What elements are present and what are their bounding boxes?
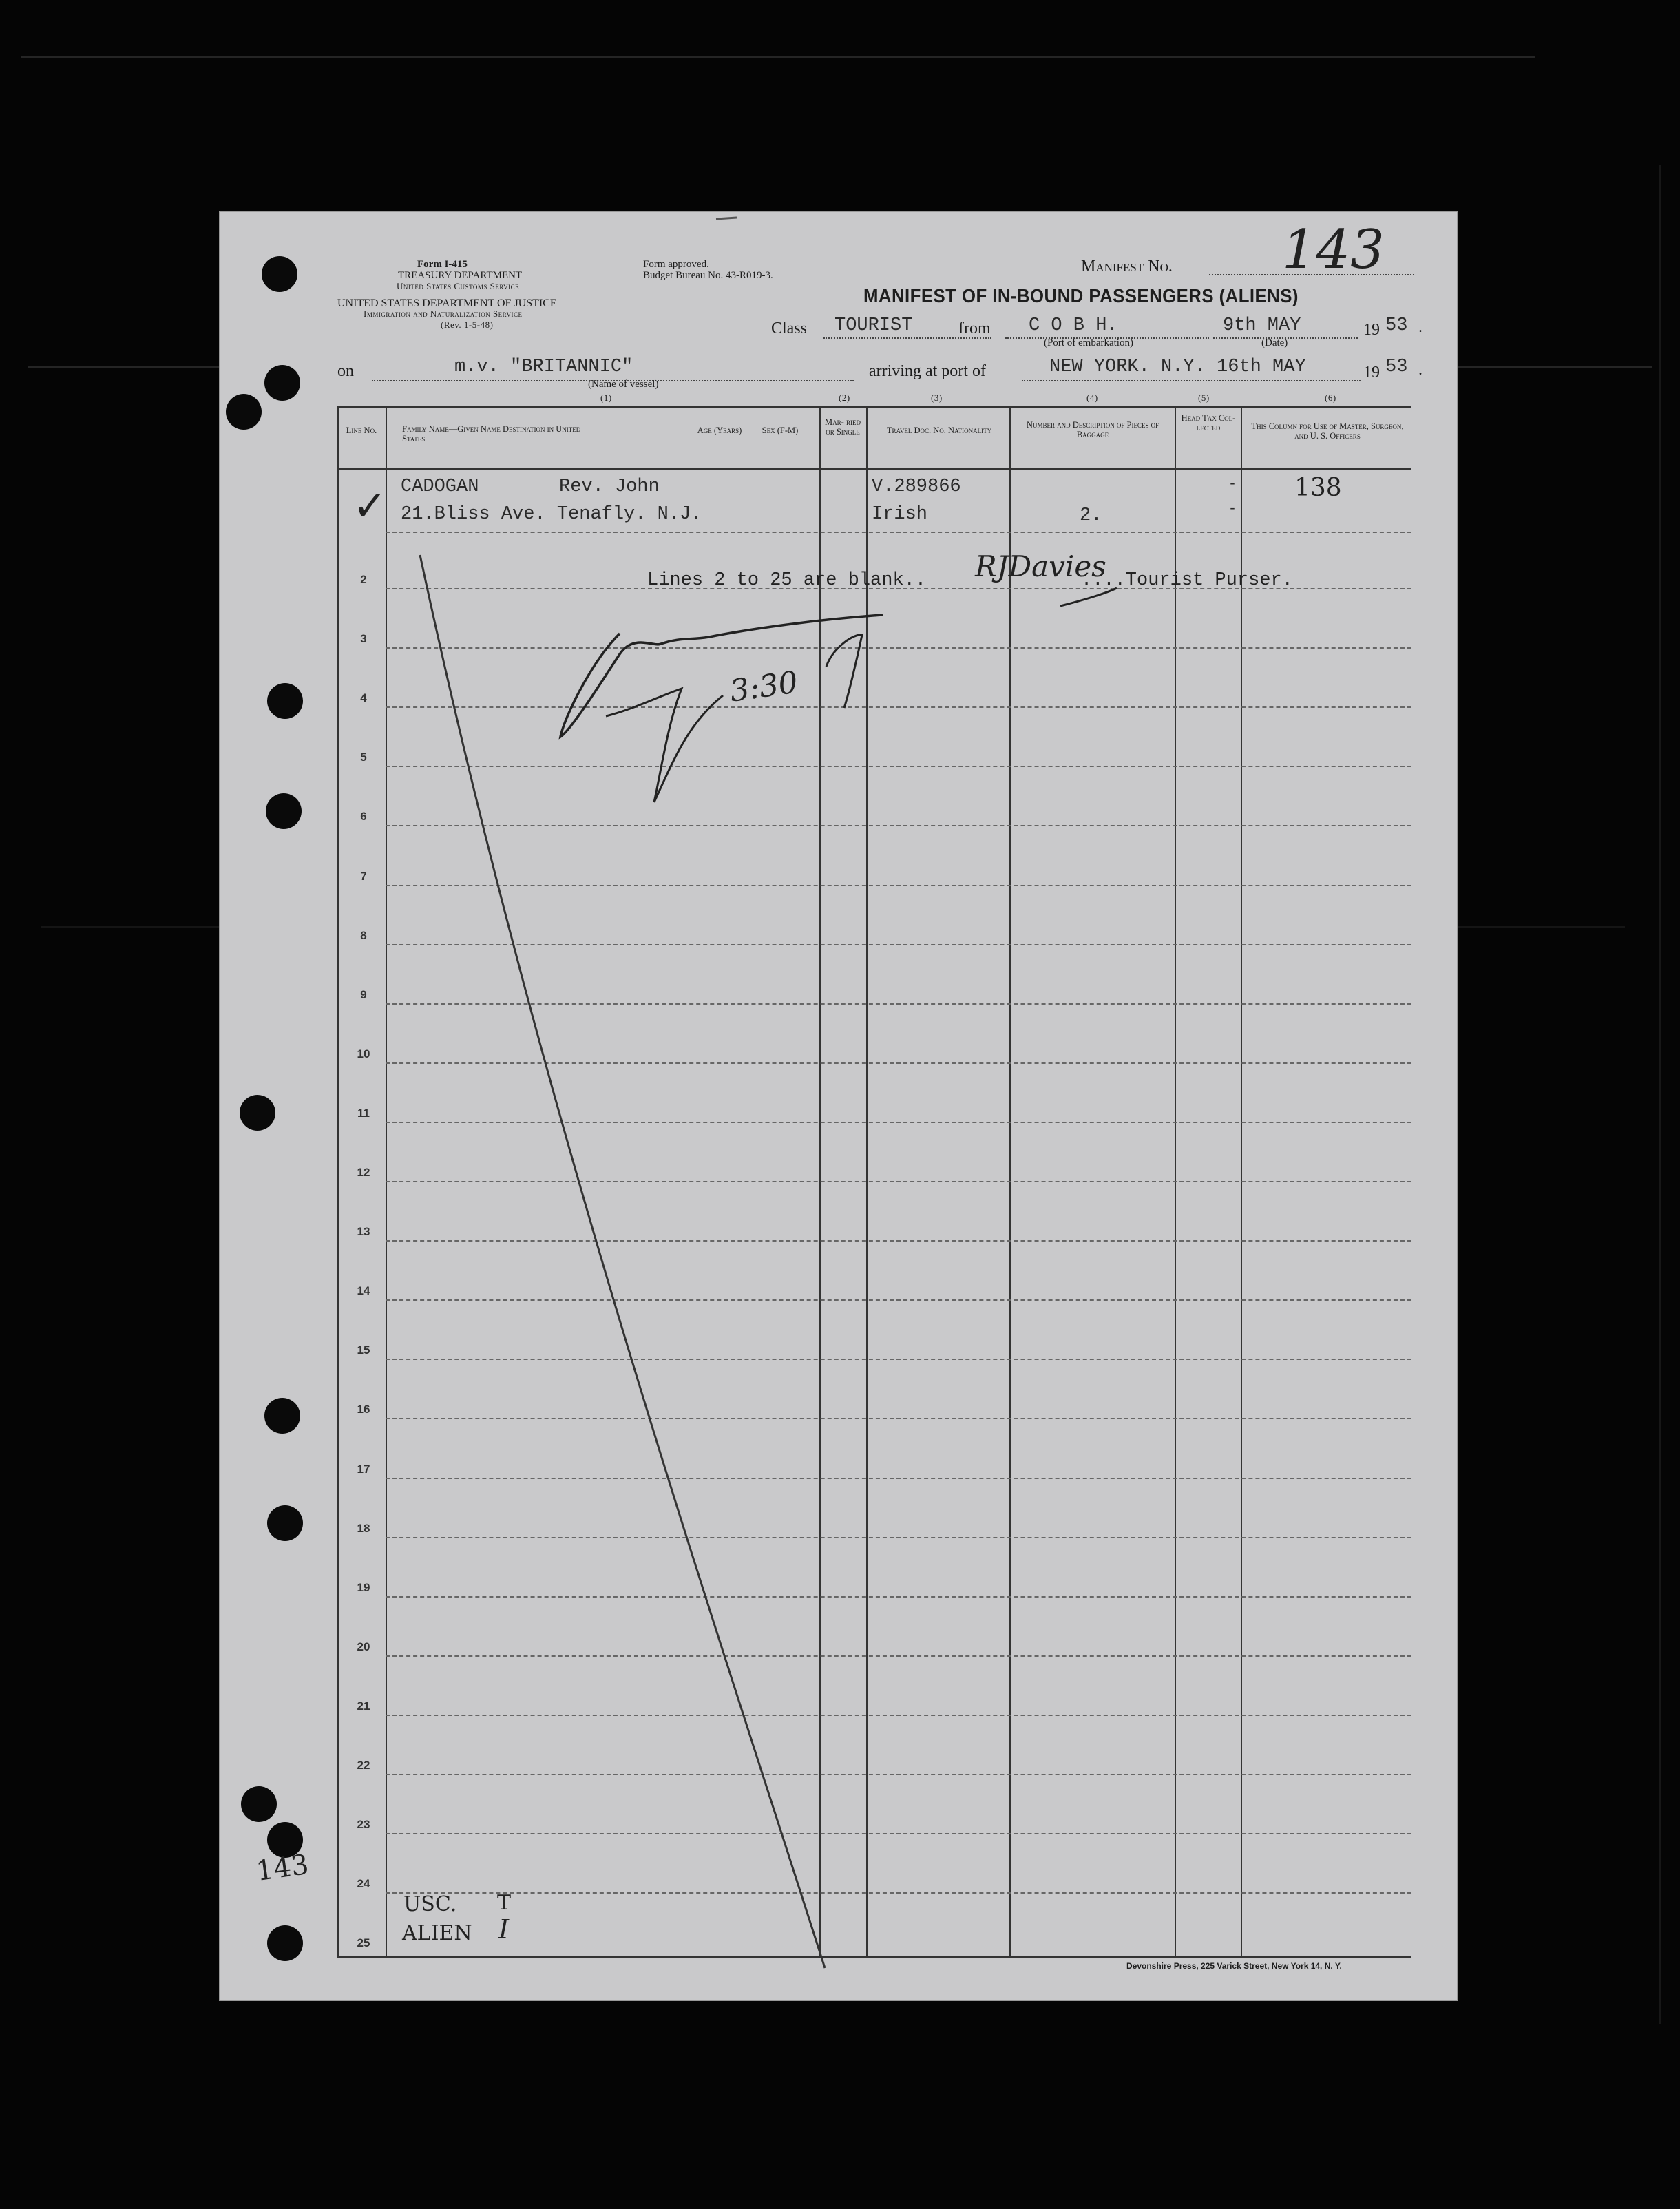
manifest-number: 143	[1282, 219, 1385, 281]
justice-label: UNITED STATES DEPARTMENT OF JUSTICE	[337, 297, 557, 309]
arriving-label: arriving at port of	[869, 362, 986, 380]
port-caption: (Port of embarkation)	[1044, 337, 1133, 348]
ins-label: Immigration and Naturalization Service	[364, 308, 523, 319]
line-number: 8	[360, 928, 367, 942]
year-value: 53	[1385, 315, 1408, 336]
printer-footer: Devonshire Press, 225 Varick Street, New York 14, N. Y.	[1126, 1961, 1342, 1971]
header-name: Family Name—Given Name Destination in United States	[402, 424, 581, 443]
from-label: from	[958, 320, 991, 337]
customs-label: United States Customs Service	[397, 281, 520, 291]
col-num-2: (2)	[839, 392, 850, 403]
line-number: 10	[357, 1047, 370, 1060]
line-number: 15	[357, 1343, 370, 1357]
date-caption: (Date)	[1261, 337, 1288, 348]
revision-label: (Rev. 1-5-48)	[441, 320, 494, 330]
header-sex: Sex (F-M)	[762, 426, 799, 435]
stamp-time: 3:30	[727, 664, 800, 709]
col-num-5: (5)	[1198, 392, 1210, 403]
initials-scribble-3	[826, 635, 862, 708]
line-number: 17	[357, 1462, 370, 1476]
line-number: 21	[357, 1699, 370, 1713]
arrival-value: NEW YORK. N.Y. 16th MAY	[1049, 357, 1306, 377]
top-ink-mark	[716, 218, 737, 219]
from-value: C O B H.	[1029, 315, 1118, 336]
line-number: 12	[357, 1166, 370, 1179]
cancel-line	[420, 555, 825, 1968]
line-number: 25	[357, 1936, 370, 1950]
initials-scribble-2	[606, 689, 723, 802]
entry-given-name: Rev. John	[559, 477, 660, 497]
line-number: 13	[357, 1225, 370, 1239]
header-travel: Travel Doc. No. Nationality	[886, 426, 992, 435]
col-num-6: (6)	[1325, 392, 1336, 403]
line-number: 22	[357, 1759, 370, 1772]
signature-underline	[1060, 588, 1117, 606]
arrival-year-value: 53	[1385, 357, 1408, 377]
line-number: 3	[360, 632, 367, 646]
vessel-caption: (Name of vessel)	[588, 379, 659, 390]
on-label: on	[337, 362, 354, 380]
entry-nationality: Irish	[872, 504, 928, 525]
header-line-no: Line No.	[346, 426, 377, 435]
class-label: Class	[771, 320, 808, 337]
line-number: 14	[357, 1284, 370, 1298]
line-number: 11	[357, 1106, 370, 1120]
line-number: 18	[357, 1521, 370, 1535]
line-number: 7	[360, 869, 367, 883]
entry-baggage: 2.	[1080, 505, 1102, 526]
class-value: TOURIST	[834, 315, 913, 336]
budget-bureau: Budget Bureau No. 43-R019-3.	[643, 270, 773, 281]
usc-note: USC.	[403, 1892, 457, 1916]
line-number: 16	[357, 1403, 370, 1416]
line-number: 19	[357, 1580, 370, 1594]
line-number: 23	[357, 1818, 370, 1832]
col-num-4: (4)	[1086, 392, 1098, 403]
entry-travel-doc: V.289866	[872, 477, 961, 497]
year-prefix: 19	[1363, 321, 1380, 339]
header-baggage: Number and Description of Pieces of Baggage	[1026, 420, 1159, 439]
line-number: 9	[360, 987, 367, 1001]
manifest-no-label: Manifest No.	[1081, 258, 1173, 275]
date-value: 9th MAY	[1223, 315, 1301, 336]
entry-family-name: CADOGAN	[401, 477, 479, 497]
form-number: Form I-415	[417, 259, 468, 270]
line-number: 2	[360, 573, 367, 586]
entry-destination: 21.Bliss Ave. Tenafly. N.J.	[401, 504, 702, 525]
check-mark-icon: ✓	[353, 482, 388, 530]
col-num-1: (1)	[600, 392, 612, 403]
arrival-year-prefix: 19	[1363, 364, 1380, 381]
purser-signature: RJDavies	[975, 549, 1106, 583]
initials-scribble	[560, 615, 883, 737]
line-number: 4	[360, 691, 367, 705]
treasury-label: TREASURY DEPARTMENT	[398, 270, 523, 281]
year-period: .	[1418, 318, 1422, 336]
purser-label: ....Tourist Purser.	[1081, 570, 1293, 591]
form-approved: Form approved.	[643, 259, 709, 270]
alien-mark: I	[498, 1914, 510, 1945]
header-headtax: Head Tax Col- lected	[1181, 413, 1236, 432]
line-number: 5	[360, 751, 367, 764]
header-age: Age (Years)	[697, 426, 742, 435]
entry-officer-number: 138	[1294, 474, 1342, 502]
header-married: Mar- ried or Single	[825, 417, 861, 437]
entry-head-tax: -	[1228, 477, 1237, 492]
line-number: 6	[360, 810, 367, 824]
vessel-value: m.v. "BRITANNIC"	[454, 357, 633, 377]
line-number: 24	[357, 1877, 370, 1891]
arrival-year-period: .	[1418, 361, 1422, 379]
alien-note: ALIEN	[402, 1921, 472, 1945]
margin-number: 143	[254, 1848, 311, 1888]
page-title: MANIFEST OF IN-BOUND PASSENGERS (ALIENS)	[863, 285, 1299, 306]
header-officers: This Column for Use of Master, Surgeon, and U. S. Officers	[1251, 421, 1404, 441]
line-number: 20	[357, 1640, 370, 1653]
blank-note-text: Lines 2 to 25 are blank..	[647, 570, 927, 591]
col-num-3: (3)	[931, 392, 943, 403]
entry-head-tax-2: -	[1228, 501, 1237, 517]
usc-mark: T	[497, 1891, 512, 1915]
